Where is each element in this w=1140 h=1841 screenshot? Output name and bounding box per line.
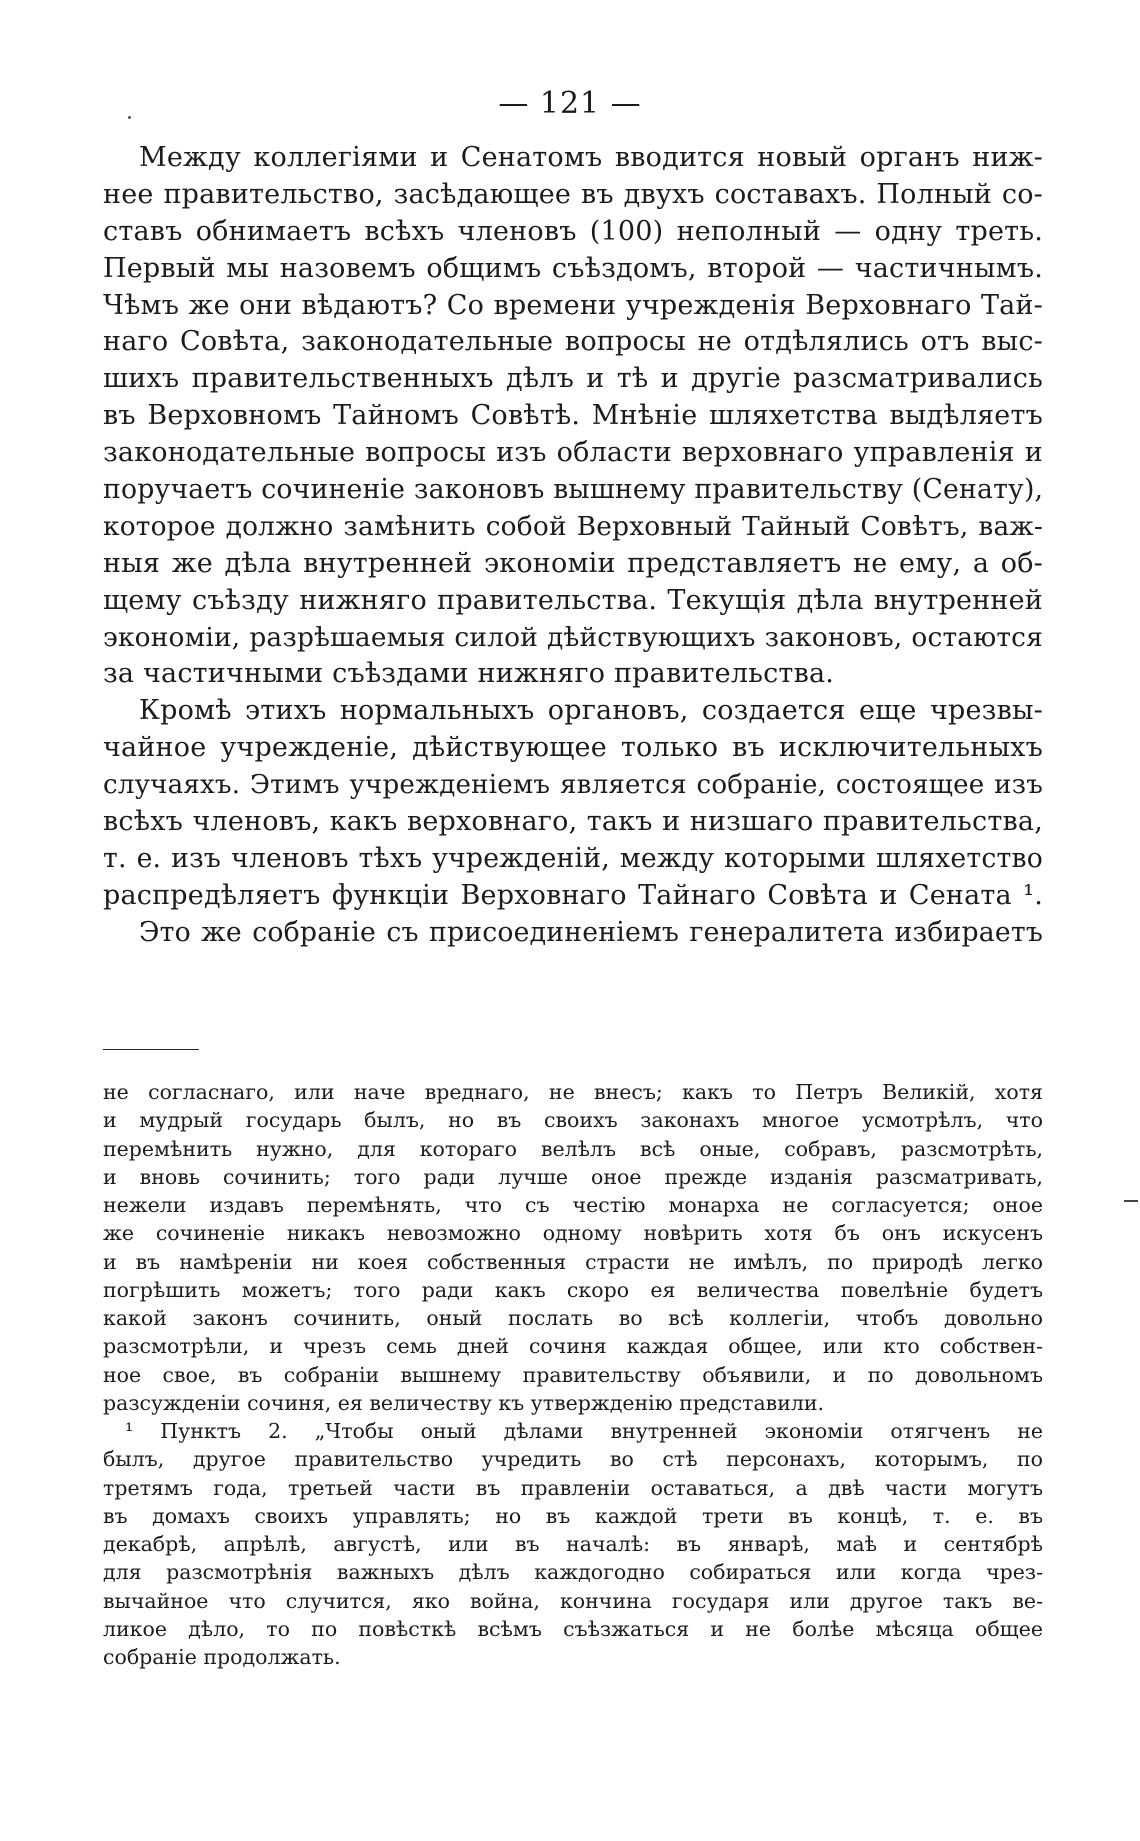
main-line: всѣхъ членовъ, какъ верховнаго, такъ и низшаго правительства,	[103, 806, 1043, 838]
main-line: т. е. изъ членовъ тѣхъ учрежденій, между которыми шляхетство	[103, 842, 1043, 874]
main-line: распредѣляетъ функціи Верховнаго Тайнаго Совѣта и Сената ¹.	[103, 879, 1043, 911]
main-line: Кромѣ этихъ нормальныхъ органовъ, создается еще чрезвы-	[139, 695, 1043, 727]
footnote-divider	[103, 1049, 199, 1050]
margin-dash-mark	[1124, 1200, 1138, 1202]
main-line: Первый мы назовемъ общимъ съѣздомъ, второй — частичнымъ.	[103, 252, 1043, 284]
footnote-line: перемѣнить нужно, для котораго велѣлъ всѣ оные, собравъ, разсмотрѣть,	[103, 1136, 1043, 1161]
footnote-line: ликое дѣло, то по повѣсткѣ всѣмъ съѣзжаться и не болѣе мѣсяца общее	[103, 1616, 1043, 1641]
footnote-line: же сочиненіе никакъ невозможно одному новѣрить хотя бъ онъ искусенъ	[103, 1221, 1043, 1246]
footnote-line: и въ намѣреніи ни коея собственныя страсти не имѣлъ, по природѣ легко	[103, 1249, 1043, 1274]
main-line: щему съѣзду нижняго правительства. Текущія дѣла внутренней	[103, 584, 1043, 616]
main-line: чайное учрежденіе, дѣйствующее только въ исключительныхъ	[103, 732, 1043, 764]
footnote-line: декабрѣ, апрѣлѣ, августѣ, или въ началѣ: въ январѣ, маѣ и сентябрѣ	[103, 1532, 1043, 1556]
main-line: экономіи, разрѣшаемыя силой дѣйствующихъ законовъ, остаются	[103, 621, 1043, 653]
main-line: Между коллегіями и Сенатомъ вводится новый органъ ниж-	[139, 142, 1043, 173]
footnote-line: погрѣшить можетъ; того ради какъ скоро ея величества повелѣніе будетъ	[103, 1277, 1043, 1302]
footnote-line: вычайное что случится, яко война, кончина государя или другое такъ ве-	[103, 1588, 1043, 1613]
footnote-line: былъ, другое правительство учредить во стѣ персонахъ, которымъ, по	[103, 1447, 1043, 1472]
footnote-line: собраніе продолжать.	[103, 1645, 341, 1669]
main-text	[103, 140, 1043, 952]
footnote-line: для разсмотрѣнія важныхъ дѣлъ каждогодно собираться или когда чрез-	[103, 1560, 1043, 1585]
main-line: нее правительство, засѣдающее въ двухъ составахъ. Полный со-	[103, 178, 1043, 210]
footnote-line: разсмотрѣли, и чрезъ семь дней сочиня каждая общее, или кто собствен-	[103, 1334, 1043, 1359]
main-line: ныя же дѣла внутренней экономіи представляетъ не ему, а об-	[103, 547, 1043, 579]
main-line: случаяхъ. Этимъ учрежденіемъ является собраніе, состоящее изъ	[103, 770, 1043, 801]
main-line: шихъ правительственныхъ дѣлъ и тѣ и другіе разсматривались	[103, 363, 1043, 395]
footnote-line: не согласнаго, или наче вреднаго, не внесъ; какъ то Петръ Великій, хотя	[103, 1080, 1043, 1104]
footnote-line: и вновь сочинить; того ради лучше оное прежде изданія разсматривать,	[103, 1164, 1043, 1189]
main-line: которое должно замѣнить собой Верховный Тайный Совѣтъ, важ-	[103, 510, 1043, 542]
footnote-line: и мудрый государь былъ, но въ своихъ законахъ многое усмотрѣлъ, что	[103, 1108, 1043, 1133]
footnote-line: какой законъ сочинить, оный послать во всѣ коллегіи, чтобъ довольно	[103, 1306, 1043, 1330]
footnote-line: разсужденіи сочиня, ея величеству къ утвержденію представили.	[103, 1390, 825, 1415]
footnote-line: нежели издавъ перемѣнять, что съ честію монарха не согласуется; оное	[103, 1193, 1043, 1217]
main-line: въ Верховномъ Тайномъ Совѣтѣ. Мнѣніе шляхетства выдѣляетъ	[103, 400, 1043, 432]
main-line: поручаетъ сочиненіе законовъ вышнему правительству (Сенату),	[103, 474, 1043, 506]
main-line: законодательные вопросы изъ области верховнаго управленія и	[103, 437, 1043, 469]
footnote-line: третямъ года, третьей части въ правленіи оставаться, а двѣ части могутъ	[103, 1475, 1043, 1500]
page-number: — 121 —	[498, 86, 642, 121]
footnote-line: въ домахъ своихъ управлять; но въ каждой трети въ концѣ, т. е. въ	[103, 1503, 1043, 1528]
footnotes	[103, 1078, 1043, 1671]
main-line: Чѣмъ же они вѣдаютъ? Со времени учрежденія Верховнаго Тай-	[103, 289, 1043, 321]
main-line: ставъ обнимаетъ всѣхъ членовъ (100) неполный — одну треть.	[103, 215, 1043, 247]
footnote-line: ное свое, въ собраніи вышнему правительству объявили, и по довольномъ	[103, 1362, 1043, 1387]
footnote-line: ¹ Пунктъ 2. „Чтобы оный дѣлами внутренней экономіи отягченъ не	[125, 1419, 1043, 1443]
main-line: за частичными съѣздами нижняго правительства.	[103, 658, 835, 690]
main-line: наго Совѣта, законодательные вопросы не отдѣлялись отъ выс-	[103, 326, 1043, 358]
main-line: Это же собраніе съ присоединеніемъ генералитета избираетъ	[139, 916, 1043, 948]
